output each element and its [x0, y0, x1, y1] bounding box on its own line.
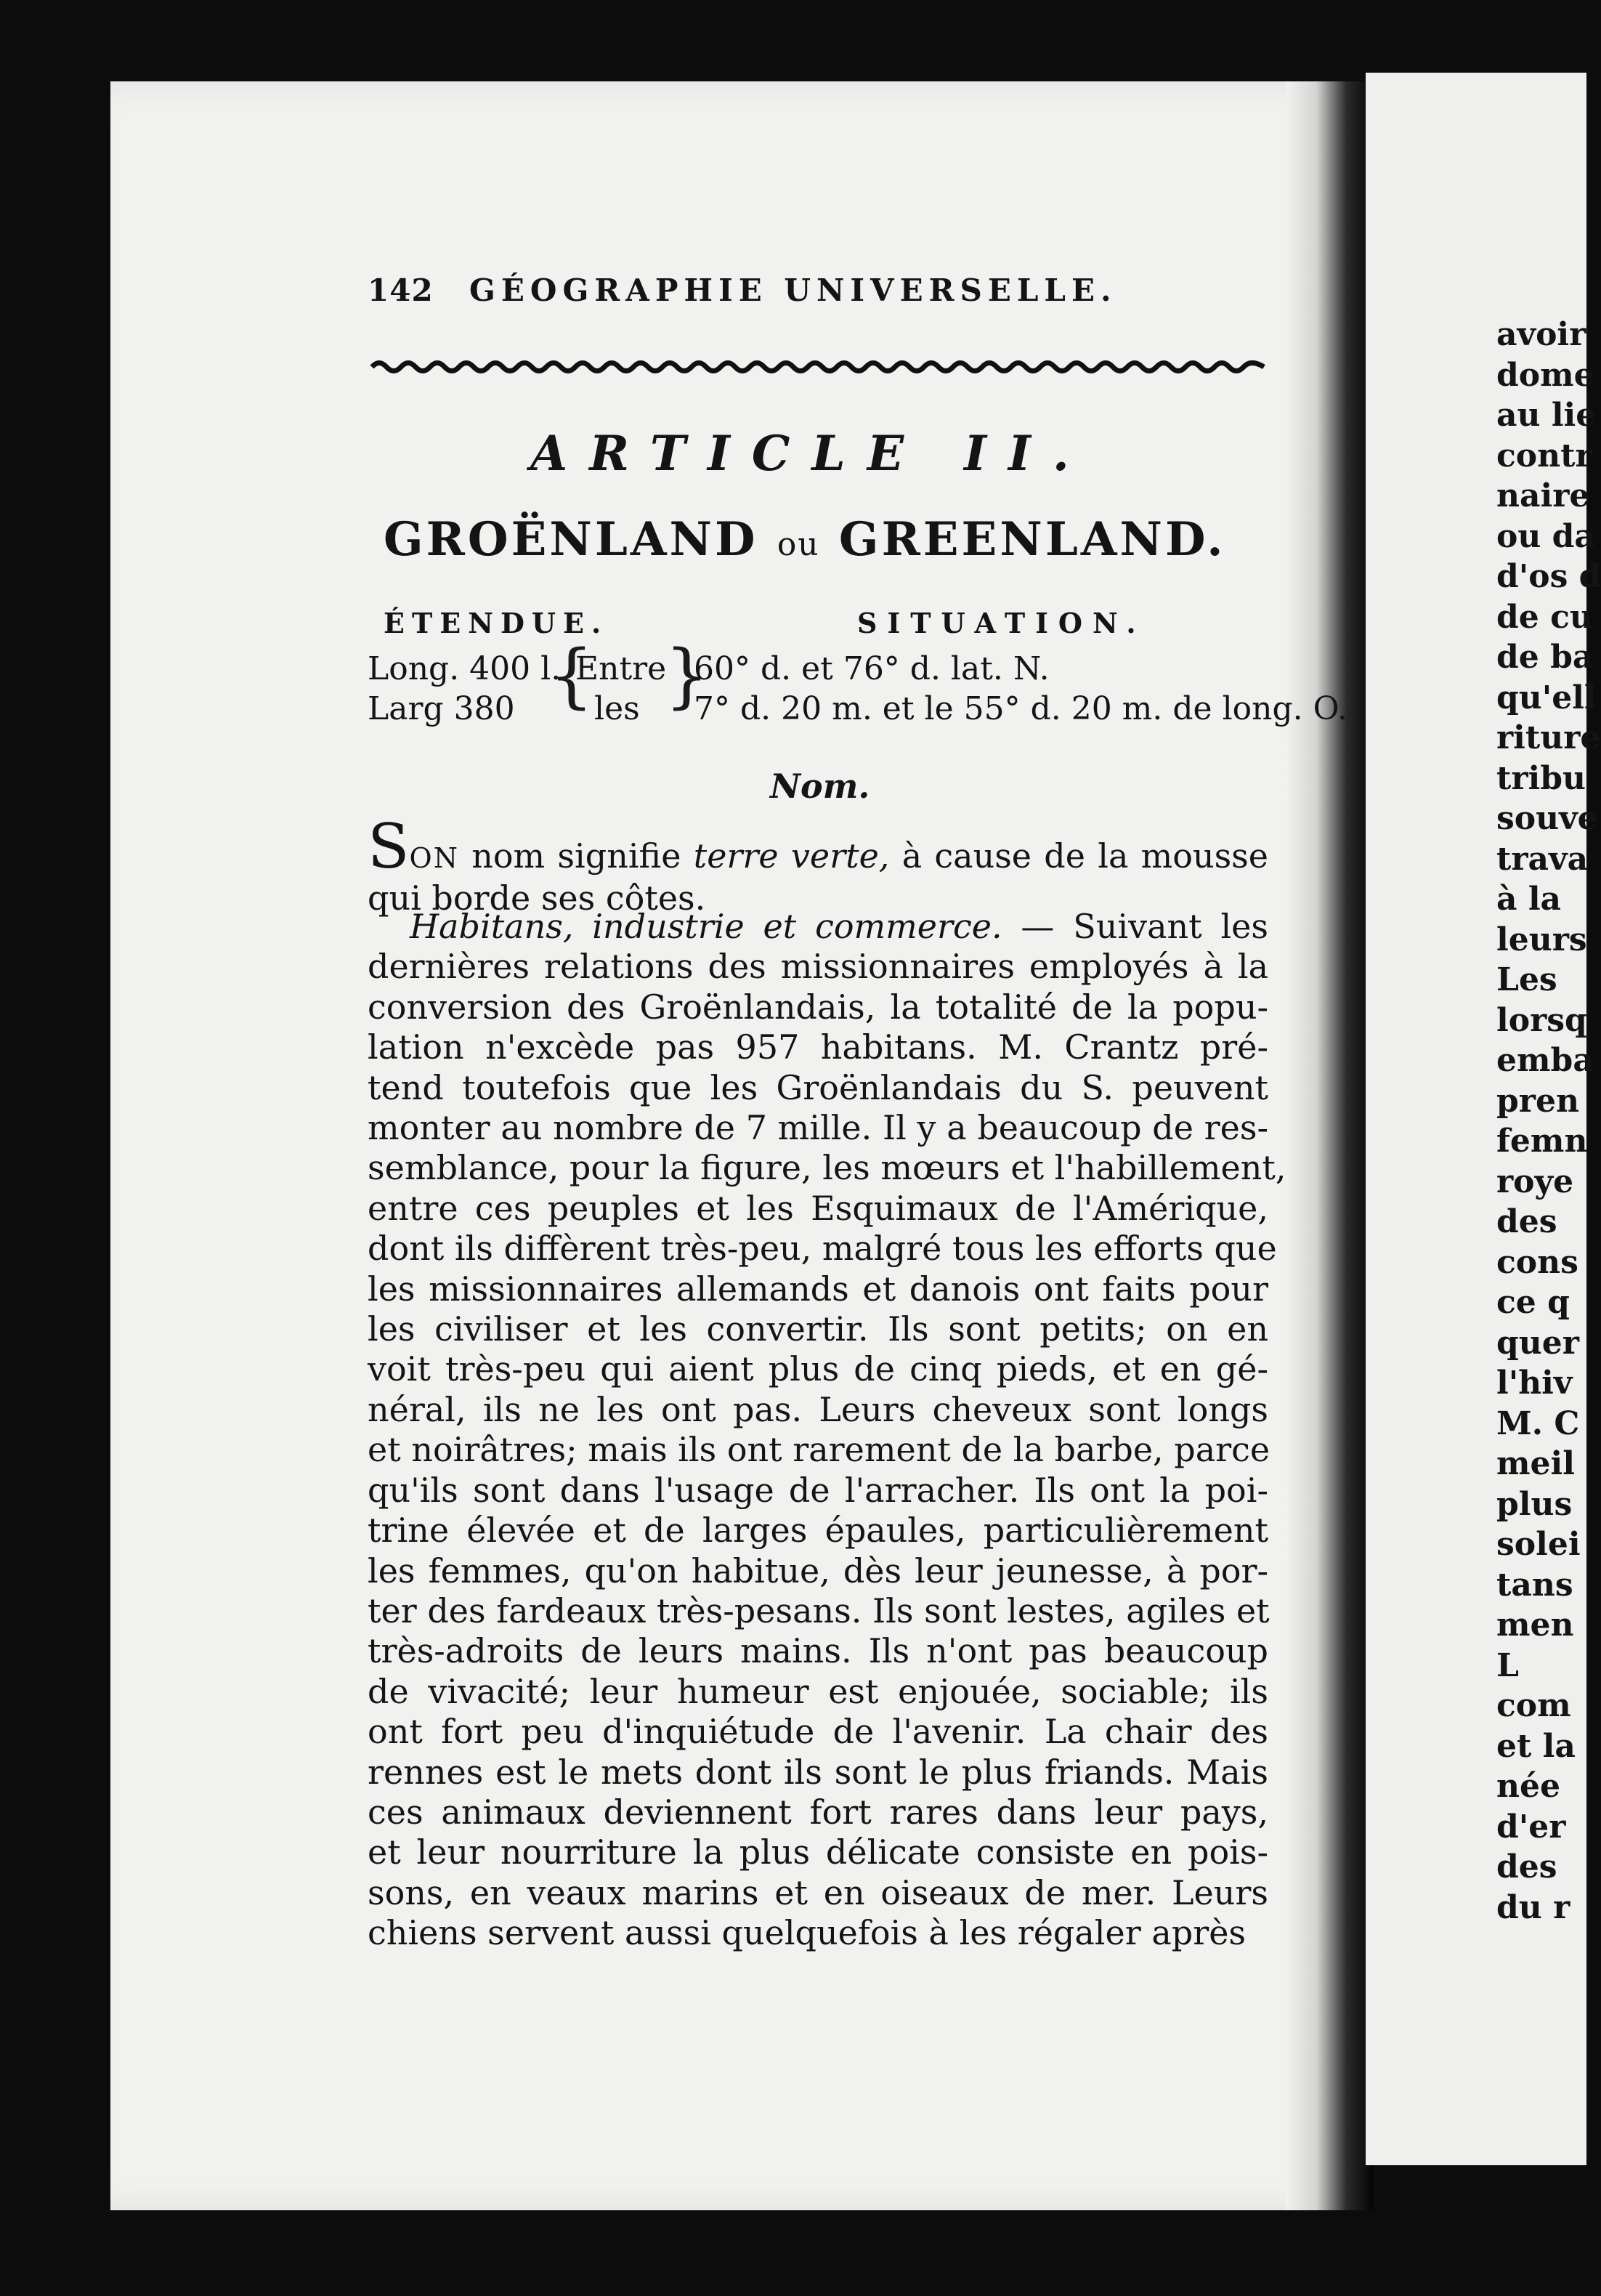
text-line: les civiliser et les convertir. Ils sont petits; on en	[368, 1309, 1268, 1349]
text-run: — Suivant les	[1002, 907, 1269, 946]
text-line: dont ils diffèrent très-peu, malgré tous les efforts que	[368, 1229, 1277, 1269]
measure-entre: Entre	[575, 650, 667, 687]
text-line: de vivacité; leur humeur est enjouée, sociable; ils	[368, 1671, 1268, 1711]
subhead-situation: SITUATION.	[857, 607, 1146, 639]
facing-page-line: com	[1496, 1687, 1571, 1724]
facing-page-line: ce q	[1496, 1284, 1570, 1321]
text-line: trine élevée et de larges épaules, particulièrement	[368, 1511, 1268, 1551]
text-run: à cause de la mousse	[889, 836, 1269, 876]
facing-page-line: à la	[1496, 881, 1562, 918]
text-line: monter au nombre de 7 mille. Il y a beaucoup de res-	[368, 1108, 1268, 1148]
facing-page-line: et la	[1496, 1727, 1576, 1765]
facing-page-line: souve	[1496, 800, 1598, 837]
facing-page-line: des	[1496, 1203, 1557, 1240]
right-brace: }	[665, 635, 710, 716]
page-number: 142	[368, 272, 434, 308]
facing-page-line: des	[1496, 1848, 1557, 1885]
facing-page-line: tribu	[1496, 759, 1586, 797]
facing-page-line: trava	[1496, 840, 1589, 878]
running-title: GÉOGRAPHIE UNIVERSELLE.	[469, 272, 1117, 308]
text-line: néral, ils ne les ont pas. Leurs cheveux sont longs	[368, 1389, 1268, 1429]
text-line	[368, 811, 1269, 882]
facing-page-line: cons	[1496, 1243, 1578, 1281]
italic-lead: Habitans, industrie et commerce.	[410, 907, 1002, 946]
paragraph-nom	[368, 811, 1269, 919]
facing-page-line: de ba	[1496, 639, 1594, 676]
text-line: ont fort peu d'inquiétude de l'avenir. La chair des	[368, 1712, 1268, 1752]
facing-page-line: de cu	[1496, 598, 1593, 636]
coord-long: 7° d. 20 m. et le 55° d. 20 m. de long. O.	[694, 690, 1348, 727]
facing-page-line: meil	[1496, 1445, 1575, 1482]
paragraph-habitans	[368, 907, 1286, 1954]
text-line: entre ces peuples et les Esquimaux de l'Amérique,	[368, 1188, 1268, 1228]
text-line: qui borde ses côtes.	[368, 878, 706, 918]
title-left: GROËNLAND	[384, 512, 758, 567]
text-line: conversion des Groënlandais, la totalité de la popu-	[368, 987, 1268, 1027]
running-header	[368, 272, 1196, 323]
title-right: GREENLAND.	[838, 512, 1226, 567]
facing-page-line: lorsq	[1496, 1001, 1587, 1039]
text-line: chiens servent aussi quelquefois à les régaler après	[368, 1913, 1247, 1953]
facing-page-line: qu'ell	[1496, 679, 1597, 716]
text-line: ces animaux deviennent fort rares dans leur pays,	[368, 1792, 1268, 1832]
text-line: tend toutefois que les Groënlandais du S. peuvent	[368, 1067, 1268, 1107]
facing-page-line: avoir	[1496, 316, 1586, 353]
left-brace: {	[549, 635, 594, 716]
facing-page-line: quer	[1496, 1324, 1579, 1362]
text-line: voit très-peu qui aient plus de cinq pieds, et en gé-	[368, 1349, 1268, 1389]
facing-page-line: roye	[1496, 1163, 1574, 1200]
drop-cap: S	[368, 811, 410, 882]
facing-page-line: femn	[1496, 1123, 1588, 1160]
text-line: semblance, pour la figure, les mœurs et l'habillement,	[368, 1148, 1286, 1188]
text-line: qu'ils sont dans l'usage de l'arracher. Ils ont la poi-	[368, 1470, 1268, 1510]
facing-page-line: ou da	[1496, 517, 1595, 555]
text-line: rennes est le mets dont ils sont le plus friands. Mais	[368, 1752, 1268, 1792]
facing-page-line: contr	[1496, 437, 1592, 474]
text-line: lation n'excède pas 957 habitans. M. Crantz pré-	[368, 1027, 1268, 1067]
text-line	[368, 907, 1268, 947]
text-line: dernières relations des missionnaires employés à la	[368, 947, 1268, 987]
facing-page-line: riture	[1496, 719, 1601, 756]
facing-page-line: l'hiv	[1496, 1365, 1573, 1402]
facing-page-line: du r	[1496, 1888, 1570, 1926]
facing-page-line: M. C	[1496, 1404, 1580, 1442]
measure-larg: Larg 380	[368, 690, 515, 727]
small-caps: ON	[409, 842, 459, 874]
facing-page-line: plus	[1496, 1485, 1573, 1523]
facing-page-line: Les	[1496, 961, 1557, 998]
text-run: nom signifie	[458, 836, 694, 876]
text-line: et leur nourriture la plus délicate consiste en pois-	[368, 1832, 1268, 1872]
measure-long: Long. 400 l.	[368, 650, 562, 687]
facing-page-line: naire	[1496, 477, 1590, 514]
section-heading-nom: Nom.	[770, 767, 870, 806]
text-line: très-adroits de leurs mains. Ils n'ont pas beaucoup	[368, 1631, 1268, 1671]
facing-page-line: emba	[1496, 1042, 1594, 1079]
title-ou: ou	[777, 526, 820, 563]
text-line: les femmes, qu'on habitue, dès leur jeunesse, à por-	[368, 1551, 1268, 1590]
facing-page-line: L	[1496, 1646, 1519, 1684]
italic-run: terre verte,	[693, 836, 890, 876]
measure-les: les	[594, 690, 640, 727]
coord-lat: 60° d. et 76° d. lat. N.	[694, 650, 1050, 687]
facing-page-line: solei	[1496, 1526, 1581, 1563]
facing-page-line: pren	[1496, 1082, 1579, 1120]
facing-page-line: leurs	[1496, 921, 1587, 958]
text-line: ter des fardeaux très-pesans. Ils sont lestes, agiles et	[368, 1590, 1270, 1630]
facing-page-line: née	[1496, 1768, 1560, 1805]
facing-page	[1366, 73, 1601, 2165]
chapter-title	[384, 512, 1270, 567]
text-line: sons, en veaux marins et en oiseaux de mer. Leurs	[368, 1872, 1268, 1912]
facing-page-line: d'er	[1496, 1808, 1566, 1846]
text-line: et noirâtres; mais ils ont rarement de la barbe, parce	[368, 1430, 1270, 1470]
subhead-etendue: ÉTENDUE.	[384, 607, 609, 639]
facing-page-line: dome	[1496, 356, 1594, 394]
ornamental-rule	[372, 357, 1264, 376]
facing-page-line: tans	[1496, 1566, 1573, 1604]
book-gutter	[1286, 81, 1373, 2210]
article-heading: ARTICLE II.	[530, 425, 1091, 482]
text-line: les missionnaires allemands et danois ont faits pour	[368, 1269, 1268, 1309]
facing-page-line: au lie	[1496, 397, 1597, 434]
facing-page-line: men	[1496, 1606, 1574, 1644]
facing-page-line: d'os d	[1496, 558, 1601, 595]
